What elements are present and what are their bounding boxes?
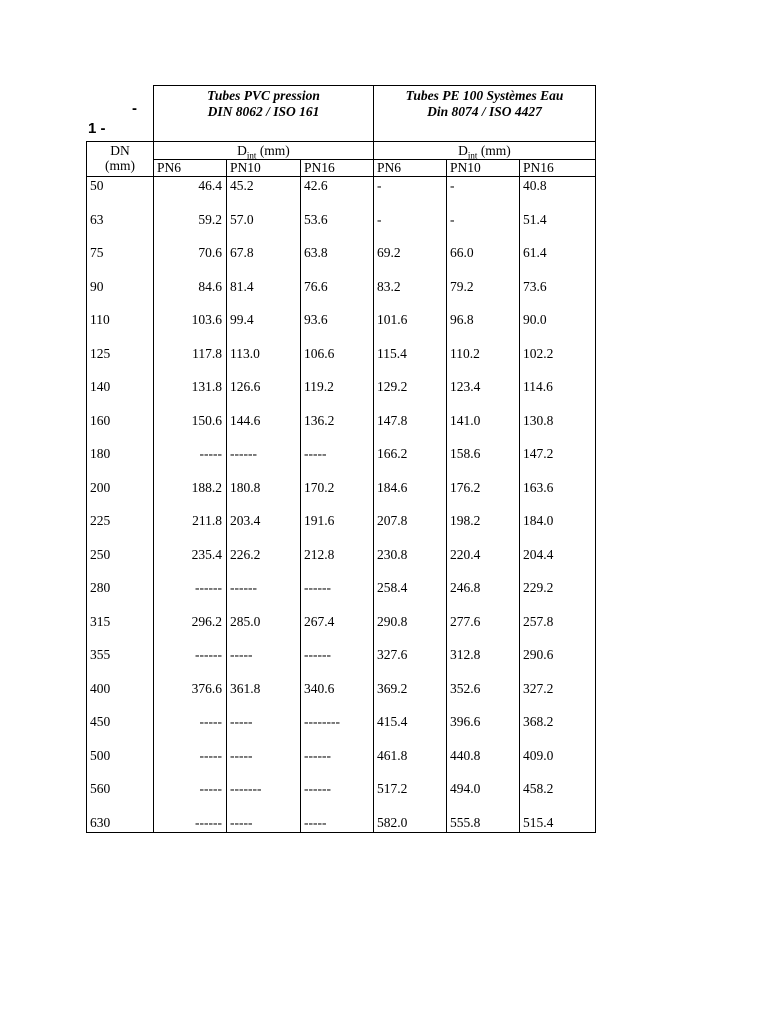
pe-pn6-cell: 258.4 — [377, 580, 408, 595]
pe-group-standard: Din 8074 / ISO 4427 — [427, 104, 542, 119]
dn-cell: 280 — [90, 580, 111, 595]
dn-header-label: DN — [110, 143, 130, 158]
pvc-pn10-cell: 45.2 — [230, 178, 254, 193]
dn-cell: 125 — [90, 346, 111, 361]
pe-pn10-cell: 110.2 — [450, 346, 480, 361]
pe-pn6-cell: 115.4 — [377, 346, 407, 361]
pe-pn10-cell: 141.0 — [450, 413, 481, 428]
pvc-pn6-cell: 59.2 — [198, 212, 222, 227]
pvc-pn16-cell: 170.2 — [304, 480, 335, 495]
pvc-pn10-cell: 113.0 — [230, 346, 260, 361]
pe-pn6-cell: - — [377, 178, 382, 193]
pe-group-header — [374, 88, 595, 120]
pe-pn16-cell: 409.0 — [523, 748, 554, 763]
pe-pn16-cell: 327.2 — [523, 681, 554, 696]
pvc-pn6-cell: ------ — [195, 647, 222, 662]
side-dash-label: - — [132, 100, 137, 117]
dn-cell: 500 — [90, 748, 111, 763]
pvc-pn16-cell: 136.2 — [304, 413, 335, 428]
pvc-pn10-cell: 126.6 — [230, 379, 261, 394]
pe-pn16-cell: 61.4 — [523, 245, 547, 260]
pvc-pn10-cell: ----- — [230, 815, 253, 830]
pvc-group-header — [154, 88, 373, 120]
pe-pn6-cell: 129.2 — [377, 379, 408, 394]
dn-cell: 140 — [90, 379, 111, 394]
dn-cell: 355 — [90, 647, 111, 662]
pe-pn10-cell: - — [450, 178, 455, 193]
dn-cell: 50 — [90, 178, 104, 193]
pe-group-title: Tubes PE 100 Systèmes Eau — [405, 88, 564, 103]
pvc-pn10-cell: 180.8 — [230, 480, 261, 495]
pe-pn16-cell: 51.4 — [523, 212, 547, 227]
pvc-pn10-cell: ------ — [230, 580, 257, 595]
pvc-pn10-cell: ----- — [230, 748, 253, 763]
pe-pn10-cell: 220.4 — [450, 547, 481, 562]
dn-cell: 250 — [90, 547, 111, 562]
pvc-pn10-cell: 99.4 — [230, 312, 254, 327]
pe-pn6-cell: 582.0 — [377, 815, 408, 830]
pvc-pn6-cell: 235.4 — [191, 547, 222, 562]
pe-pn6-cell: 184.6 — [377, 480, 408, 495]
pvc-pn10-cell: ------- — [230, 781, 262, 796]
pvc-pn6-cell: 376.6 — [191, 681, 222, 696]
pe-pn16-cell: 515.4 — [523, 815, 554, 830]
pvc-dint-header: $D_{int}$ (mm) — [237, 143, 290, 161]
pe-pn10-cell: 198.2 — [450, 513, 481, 528]
pvc-pn6-cell: ------ — [195, 815, 222, 830]
pe-pn10-header: PN10 — [450, 160, 481, 175]
pe-pn6-cell: 166.2 — [377, 446, 408, 461]
pvc-pn16-cell: ----- — [304, 446, 327, 461]
pvc-pn10-header: PN10 — [230, 160, 261, 175]
pvc-group-title: Tubes PVC pression — [207, 88, 320, 103]
pvc-pn16-cell: ------ — [304, 748, 331, 763]
dn-cell: 63 — [90, 212, 104, 227]
pe-pn16-header: PN16 — [523, 160, 554, 175]
pe-pn16-cell: 147.2 — [523, 446, 554, 461]
pvc-pn16-cell: 42.6 — [304, 178, 328, 193]
pe-pn6-cell: 461.8 — [377, 748, 408, 763]
pe-pn10-cell: 555.8 — [450, 815, 481, 830]
dn-cell: 90 — [90, 279, 104, 294]
pvc-group-standard: DIN 8062 / ISO 161 — [207, 104, 320, 119]
pe-pn6-cell: 101.6 — [377, 312, 408, 327]
pe-pn10-cell: - — [450, 212, 455, 227]
pvc-pn16-cell: 93.6 — [304, 312, 328, 327]
pvc-pn10-cell: 67.8 — [230, 245, 254, 260]
pe-pn6-cell: - — [377, 212, 382, 227]
pvc-pn16-cell: -------- — [304, 714, 340, 729]
pvc-pn6-cell: ----- — [199, 781, 222, 796]
pvc-pn16-cell: 63.8 — [304, 245, 328, 260]
pvc-pn10-cell: 203.4 — [230, 513, 261, 528]
pe-pn6-cell: 147.8 — [377, 413, 408, 428]
pvc-pn10-cell: 81.4 — [230, 279, 254, 294]
pe-pn6-cell: 290.8 — [377, 614, 408, 629]
pe-pn16-cell: 163.6 — [523, 480, 554, 495]
pvc-pn6-cell: 131.8 — [191, 379, 222, 394]
pe-pn6-cell: 517.2 — [377, 781, 408, 796]
pvc-pn10-cell: 226.2 — [230, 547, 261, 562]
pe-pn6-cell: 83.2 — [377, 279, 401, 294]
pvc-pn6-cell: 46.4 — [198, 178, 222, 193]
pe-pn16-cell: 130.8 — [523, 413, 554, 428]
pe-pn6-cell: 207.8 — [377, 513, 408, 528]
pe-pn10-cell: 494.0 — [450, 781, 481, 796]
pvc-pn6-cell: ----- — [199, 748, 222, 763]
pvc-pn6-header: PN6 — [157, 160, 182, 175]
dn-cell: 400 — [90, 681, 111, 696]
pe-pn10-cell: 176.2 — [450, 480, 481, 495]
pe-pn10-cell: 123.4 — [450, 379, 481, 394]
dn-cell: 450 — [90, 714, 111, 729]
pvc-pn6-cell: 150.6 — [191, 413, 222, 428]
dn-header — [87, 143, 153, 173]
pe-pn10-cell: 396.6 — [450, 714, 481, 729]
dn-cell: 160 — [90, 413, 111, 428]
pe-pn10-cell: 246.8 — [450, 580, 481, 595]
dn-cell: 560 — [90, 781, 111, 796]
pvc-pn16-cell: 267.4 — [304, 614, 335, 629]
pvc-pn10-cell: 285.0 — [230, 614, 261, 629]
pe-pn10-cell: 66.0 — [450, 245, 474, 260]
pvc-pn16-cell: ------ — [304, 647, 331, 662]
pvc-pn10-cell: ------ — [230, 446, 257, 461]
dn-cell: 630 — [90, 815, 111, 830]
pvc-pn10-cell: 144.6 — [230, 413, 261, 428]
pvc-pn6-cell: 117.8 — [192, 346, 222, 361]
pe-pn16-cell: 102.2 — [523, 346, 554, 361]
pvc-pn16-cell: 191.6 — [304, 513, 335, 528]
pvc-pn6-cell: 84.6 — [198, 279, 222, 294]
pe-pn10-cell: 312.8 — [450, 647, 481, 662]
pvc-pn6-cell: 70.6 — [198, 245, 222, 260]
pe-pn6-cell: 327.6 — [377, 647, 408, 662]
pe-pn16-cell: 458.2 — [523, 781, 554, 796]
pvc-pn6-cell: ----- — [199, 446, 222, 461]
dn-cell: 315 — [90, 614, 111, 629]
pvc-pn16-cell: 76.6 — [304, 279, 328, 294]
pvc-pn16-header: PN16 — [304, 160, 335, 175]
pe-pn16-cell: 257.8 — [523, 614, 554, 629]
pe-pn16-cell: 290.6 — [523, 647, 554, 662]
pe-pn10-cell: 352.6 — [450, 681, 481, 696]
pvc-pn6-cell: 188.2 — [191, 480, 222, 495]
pvc-pn6-cell: 296.2 — [191, 614, 222, 629]
pvc-pn16-cell: ----- — [304, 815, 327, 830]
pe-pn16-cell: 73.6 — [523, 279, 547, 294]
pe-pn16-cell: 229.2 — [523, 580, 554, 595]
pvc-pn16-cell: 340.6 — [304, 681, 335, 696]
dn-cell: 110 — [90, 312, 110, 327]
dn-header-unit: (mm) — [105, 158, 135, 173]
pe-pn16-cell: 204.4 — [523, 547, 554, 562]
pe-pn6-cell: 230.8 — [377, 547, 408, 562]
pvc-pn10-cell: ----- — [230, 714, 253, 729]
pe-pn16-cell: 368.2 — [523, 714, 554, 729]
pvc-pn16-cell: 212.8 — [304, 547, 335, 562]
dn-cell: 225 — [90, 513, 111, 528]
pe-pn16-cell: 114.6 — [523, 379, 553, 394]
pvc-pn16-cell: 106.6 — [304, 346, 335, 361]
dn-cell: 180 — [90, 446, 111, 461]
pvc-pn6-cell: 211.8 — [192, 513, 222, 528]
section-number-label: 1 - — [88, 120, 106, 137]
pe-dint-header: $D_{int}$ (mm) — [458, 143, 511, 161]
pvc-pn6-cell: ------ — [195, 580, 222, 595]
pvc-pn10-cell: ----- — [230, 647, 253, 662]
pe-pn6-cell: 415.4 — [377, 714, 408, 729]
pe-pn16-cell: 90.0 — [523, 312, 547, 327]
pe-pn10-cell: 79.2 — [450, 279, 474, 294]
dn-cell: 200 — [90, 480, 111, 495]
pe-pn6-cell: 69.2 — [377, 245, 401, 260]
dn-cell: 75 — [90, 245, 104, 260]
pe-pn16-cell: 40.8 — [523, 178, 547, 193]
pe-pn10-cell: 158.6 — [450, 446, 481, 461]
pe-pn16-cell: 184.0 — [523, 513, 554, 528]
pe-pn10-cell: 277.6 — [450, 614, 481, 629]
pvc-pn10-cell: 57.0 — [230, 212, 254, 227]
pe-pn10-cell: 440.8 — [450, 748, 481, 763]
pe-pn10-cell: 96.8 — [450, 312, 474, 327]
pe-pn6-header: PN6 — [377, 160, 402, 175]
pvc-pn16-cell: ------ — [304, 580, 331, 595]
pvc-pn16-cell: ------ — [304, 781, 331, 796]
pvc-pn16-cell: 119.2 — [304, 379, 334, 394]
pvc-pn16-cell: 53.6 — [304, 212, 328, 227]
pvc-pn6-cell: 103.6 — [191, 312, 222, 327]
pe-pn6-cell: 369.2 — [377, 681, 408, 696]
pvc-pn6-cell: ----- — [199, 714, 222, 729]
pvc-pn10-cell: 361.8 — [230, 681, 261, 696]
